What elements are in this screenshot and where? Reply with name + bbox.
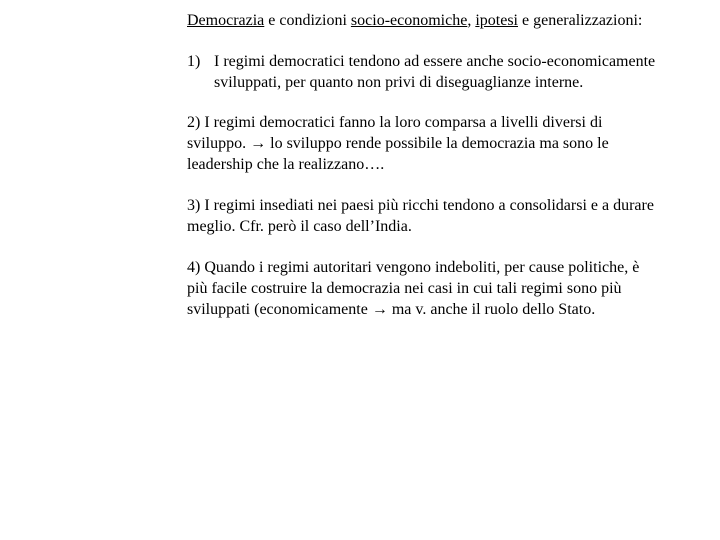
title-socio-economiche: socio-economiche (350, 12, 468, 29)
point-1 (187, 51, 657, 93)
text-body (187, 10, 657, 320)
title-democrazia: Democrazia (187, 12, 265, 29)
point-1-text: I regimi democratici tendono ad essere anche socio-economicamente sviluppati, per quanto non privi di diseguaglianze interne. (214, 53, 656, 91)
title-comma: , (467, 12, 476, 29)
point-2-text-a: 2) I regimi democratici fanno la loro comparsa a livelli diversi di sviluppo. (187, 114, 603, 152)
arrow-right-icon: → (250, 135, 267, 152)
title-connector: e condizioni (264, 12, 351, 29)
point-1-number: 1) (187, 53, 201, 70)
point-3: 3) I regimi insediati nei paesi più ricchi tendono a consolidarsi e a durare meglio. Cfr. però il caso dell’India. (187, 197, 654, 235)
point-2-text-b: lo sviluppo rende possibile la democrazia ma sono le leadership che la realizzano…. (187, 135, 609, 173)
slide-title (187, 10, 657, 31)
title-ipotesi: ipotesi (475, 12, 518, 29)
point-4: 4) Quando i regimi autoritari vengono indeboliti, per cause politiche, è più facile costruire la democrazia nei casi in cui tali regimi sono più sviluppati (economicamente → ma v. anche il ruolo dello Stato. (187, 259, 640, 318)
title-tail: e generalizzazioni: (518, 12, 643, 29)
point-2 (187, 112, 657, 175)
